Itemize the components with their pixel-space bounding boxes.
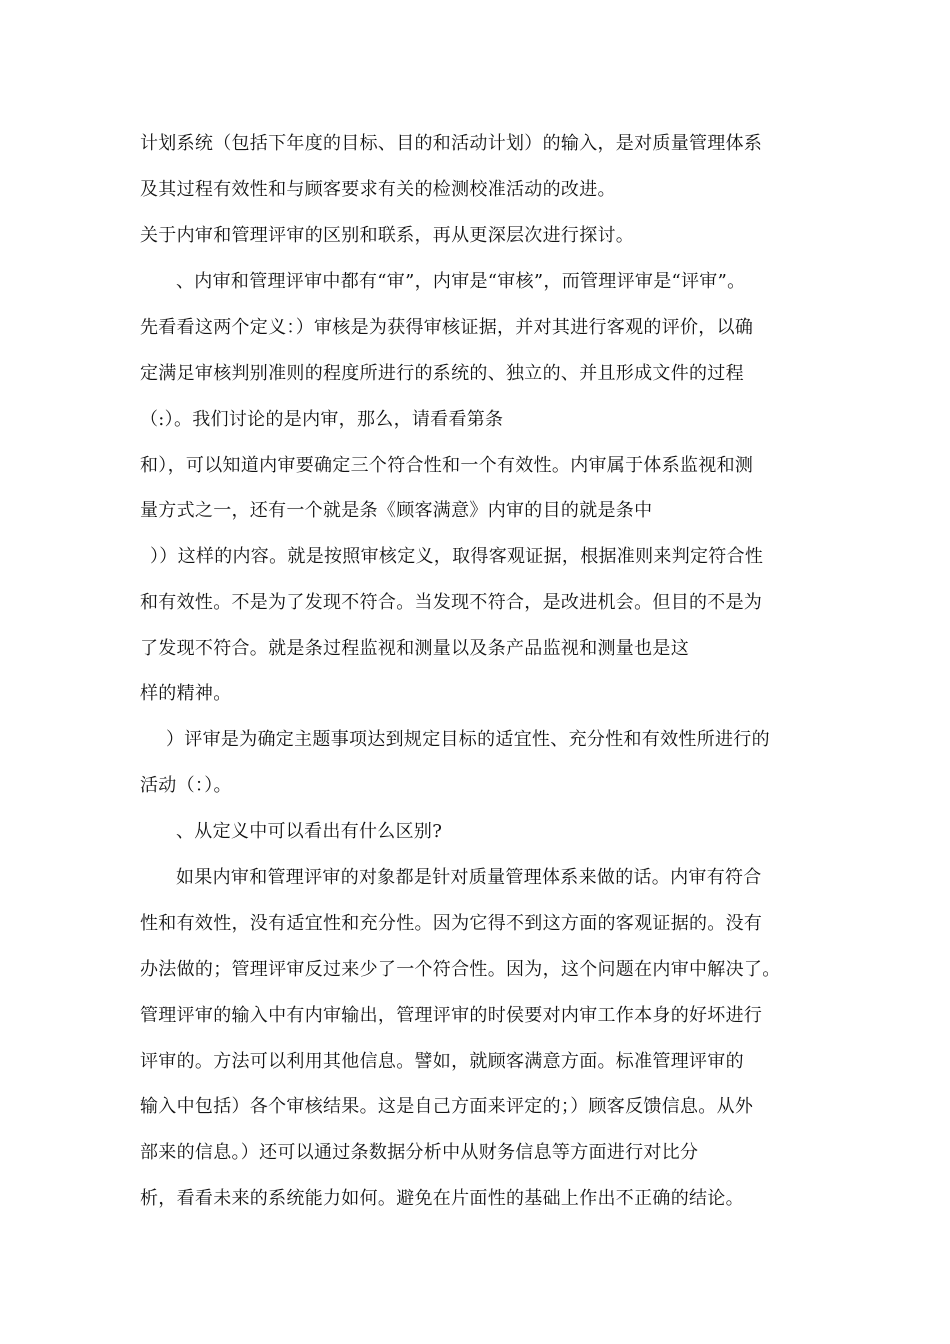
text-line: 先看看这两个定义：）审核是为获得审核证据，并对其进行客观的评价，以确 — [140, 317, 754, 338]
text-line: 、内审和管理评审中都有“审”，内审是“审核”，而管理评审是“评审”。 — [176, 271, 746, 292]
text-line: 样的精神。 — [140, 683, 232, 704]
text-line: 评审的。方法可以利用其他信息。譬如，就顾客满意方面。标准管理评审的 — [140, 1051, 744, 1072]
text-line: 了发现不符合。就是条过程监视和测量以及条产品监视和测量也是这 — [140, 638, 689, 659]
text-line: 定满足审核判别准则的程度所进行的系统的、独立的、并且形成文件的过程 — [140, 363, 744, 384]
text-line: 部来的信息。）还可以通过条数据分析中从财务信息等方面进行对比分 — [140, 1142, 699, 1163]
text-line: 和有效性。不是为了发现不符合。当发现不符合，是改进机会。但目的不是为 — [140, 592, 763, 613]
text-line: 输入中包括）各个审核结果。这是自己方面来评定的；）顾客反馈信息。从外 — [140, 1096, 754, 1117]
text-line: 办法做的；管理评审反过来少了一个符合性。因为，这个问题在内审中解决了。 — [140, 959, 781, 980]
text-line: 量方式之一，还有一个就是条《顾客满意》内审的目的就是条中 — [140, 500, 653, 521]
text-line: 析，看看未来的系统能力如何。避免在片面性的基础上作出不正确的结论。 — [140, 1188, 744, 1209]
text-line: 管理评审的输入中有内审输出，管理评审的时侯要对内审工作本身的好坏进行 — [140, 1005, 763, 1026]
text-line: 如果内审和管理评审的对象都是针对质量管理体系来做的话。内审有符合 — [176, 867, 762, 888]
text-line: ）评审是为确定主题事项达到规定目标的适宜性、充分性和有效性所进行的 — [166, 729, 770, 750]
text-line: ））这样的内容。就是按照审核定义，取得客观证据，根据准则来判定符合性 — [150, 546, 764, 567]
text-line: 和），可以知道内审要确定三个符合性和一个有效性。内审属于体系监视和测 — [140, 455, 754, 476]
text-line: 计划系统（包括下年度的目标、目的和活动计划）的输入，是对质量管理体系 — [140, 133, 763, 154]
text-line: 、从定义中可以看出有什么区别? — [176, 821, 443, 842]
text-line: （:）。我们讨论的是内审，那么，请看看第条 — [140, 409, 504, 430]
text-line: 性和有效性，没有适宜性和充分性。因为它得不到这方面的客观证据的。没有 — [140, 913, 763, 934]
text-line: 及其过程有效性和与顾客要求有关的检测校准活动的改进。 — [140, 179, 616, 200]
text-line: 活动（：）。 — [140, 775, 232, 796]
text-line: 关于内审和管理评审的区别和联系，再从更深层次进行探讨。 — [140, 225, 635, 246]
